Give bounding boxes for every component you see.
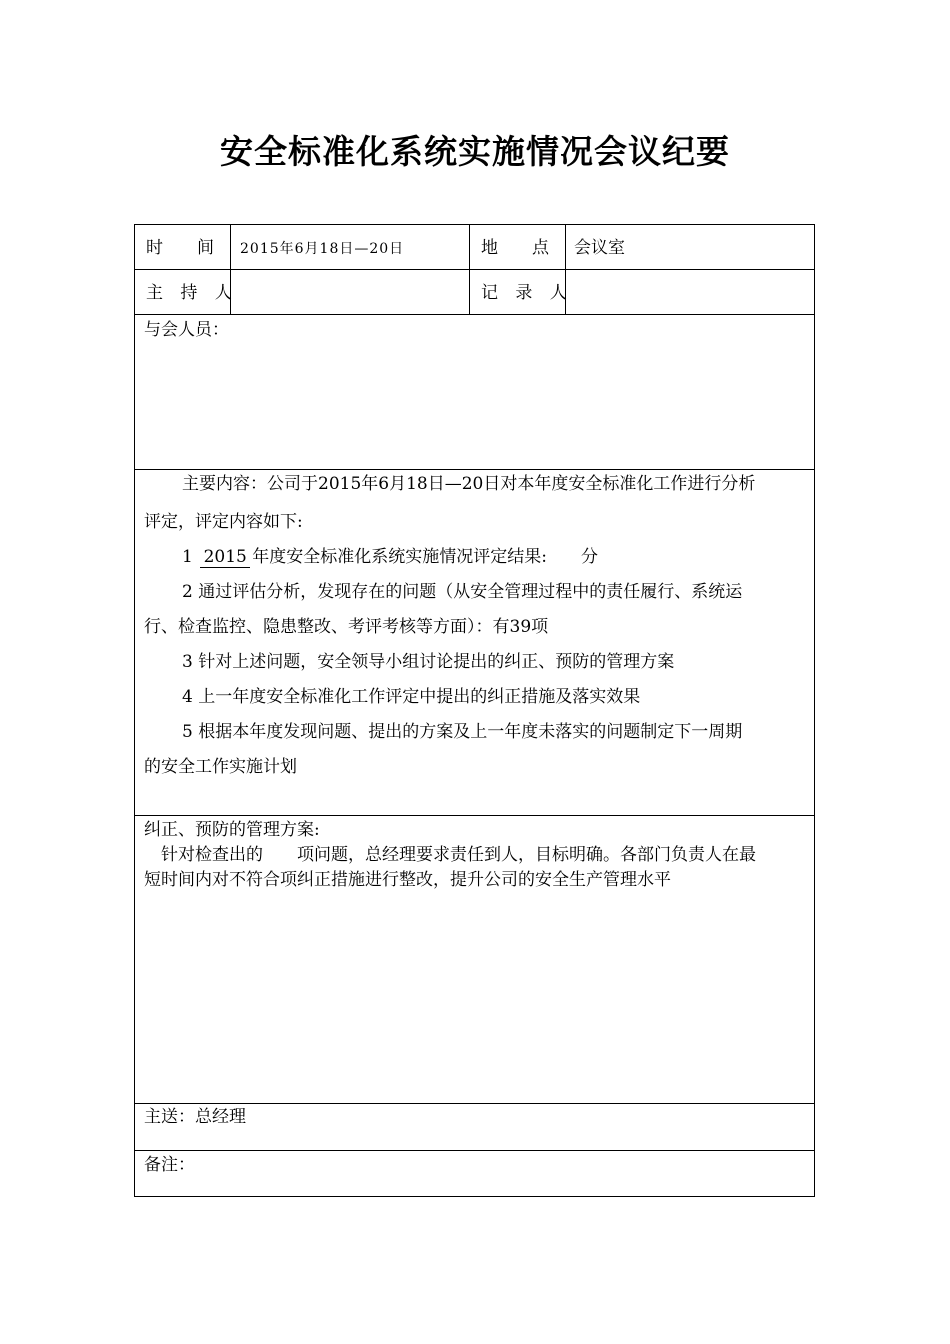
- row-divider: [134, 815, 815, 816]
- remarks-label: 备注：: [144, 1155, 195, 1175]
- item-1-text: 年度安全标准化系统实施情况评定结果: 分: [252, 547, 598, 567]
- main-content-line: 主要内容：公司于2015年6月18日—20日对本年度安全标准化工作进行分析: [182, 474, 756, 494]
- item-5-line: 的安全工作实施计划: [144, 757, 297, 777]
- item-2-line: 2 通过评估分析，发现存在的问题（从安全管理过程中的责任履行、系统运: [182, 582, 743, 602]
- time-label: 时 间: [146, 238, 214, 258]
- item-4: 4 上一年度安全标准化工作评定中提出的纠正措施及落实效果: [182, 687, 641, 707]
- item-1-year: 2015: [200, 547, 250, 568]
- row-divider: [134, 1150, 815, 1151]
- host-label: 主 持 人: [146, 283, 238, 303]
- column-divider: [469, 224, 470, 314]
- row-divider: [134, 1103, 815, 1104]
- item-1: [182, 547, 598, 568]
- item-3: 3 针对上述问题，安全领导小组讨论提出的纠正、预防的管理方案: [182, 652, 675, 672]
- time-value: 2015年6月18日—20日: [240, 241, 405, 257]
- item-1-prefix: 1: [182, 547, 199, 567]
- document-title: 安全标准化系统实施情况会议纪要: [220, 132, 730, 171]
- place-value: 会议室: [574, 238, 625, 258]
- recorder-label: 记 录 人: [481, 283, 573, 303]
- send-to: 主送：总经理: [144, 1107, 246, 1127]
- minutes-table: [134, 224, 815, 1197]
- row-divider: [134, 269, 815, 270]
- place-label: 地 点: [481, 238, 549, 258]
- attendees-label: 与会人员：: [144, 320, 229, 340]
- row-divider: [134, 469, 815, 470]
- main-content-line: 评定，评定内容如下:: [144, 512, 303, 532]
- corrective-label: 纠正、预防的管理方案:: [144, 820, 320, 840]
- corrective-line: 短时间内对不符合项纠正措施进行整改，提升公司的安全生产管理水平: [144, 870, 671, 890]
- corrective-line: 针对检查出的 项问题，总经理要求责任到人，目标明确。各部门负责人在最: [161, 845, 756, 865]
- item-5-line: 5 根据本年度发现问题、提出的方案及上一年度未落实的问题制定下一周期: [182, 722, 743, 742]
- item-2-line: 行、检查监控、隐患整改、考评考核等方面）：有39项: [144, 617, 549, 637]
- row-divider: [134, 314, 815, 315]
